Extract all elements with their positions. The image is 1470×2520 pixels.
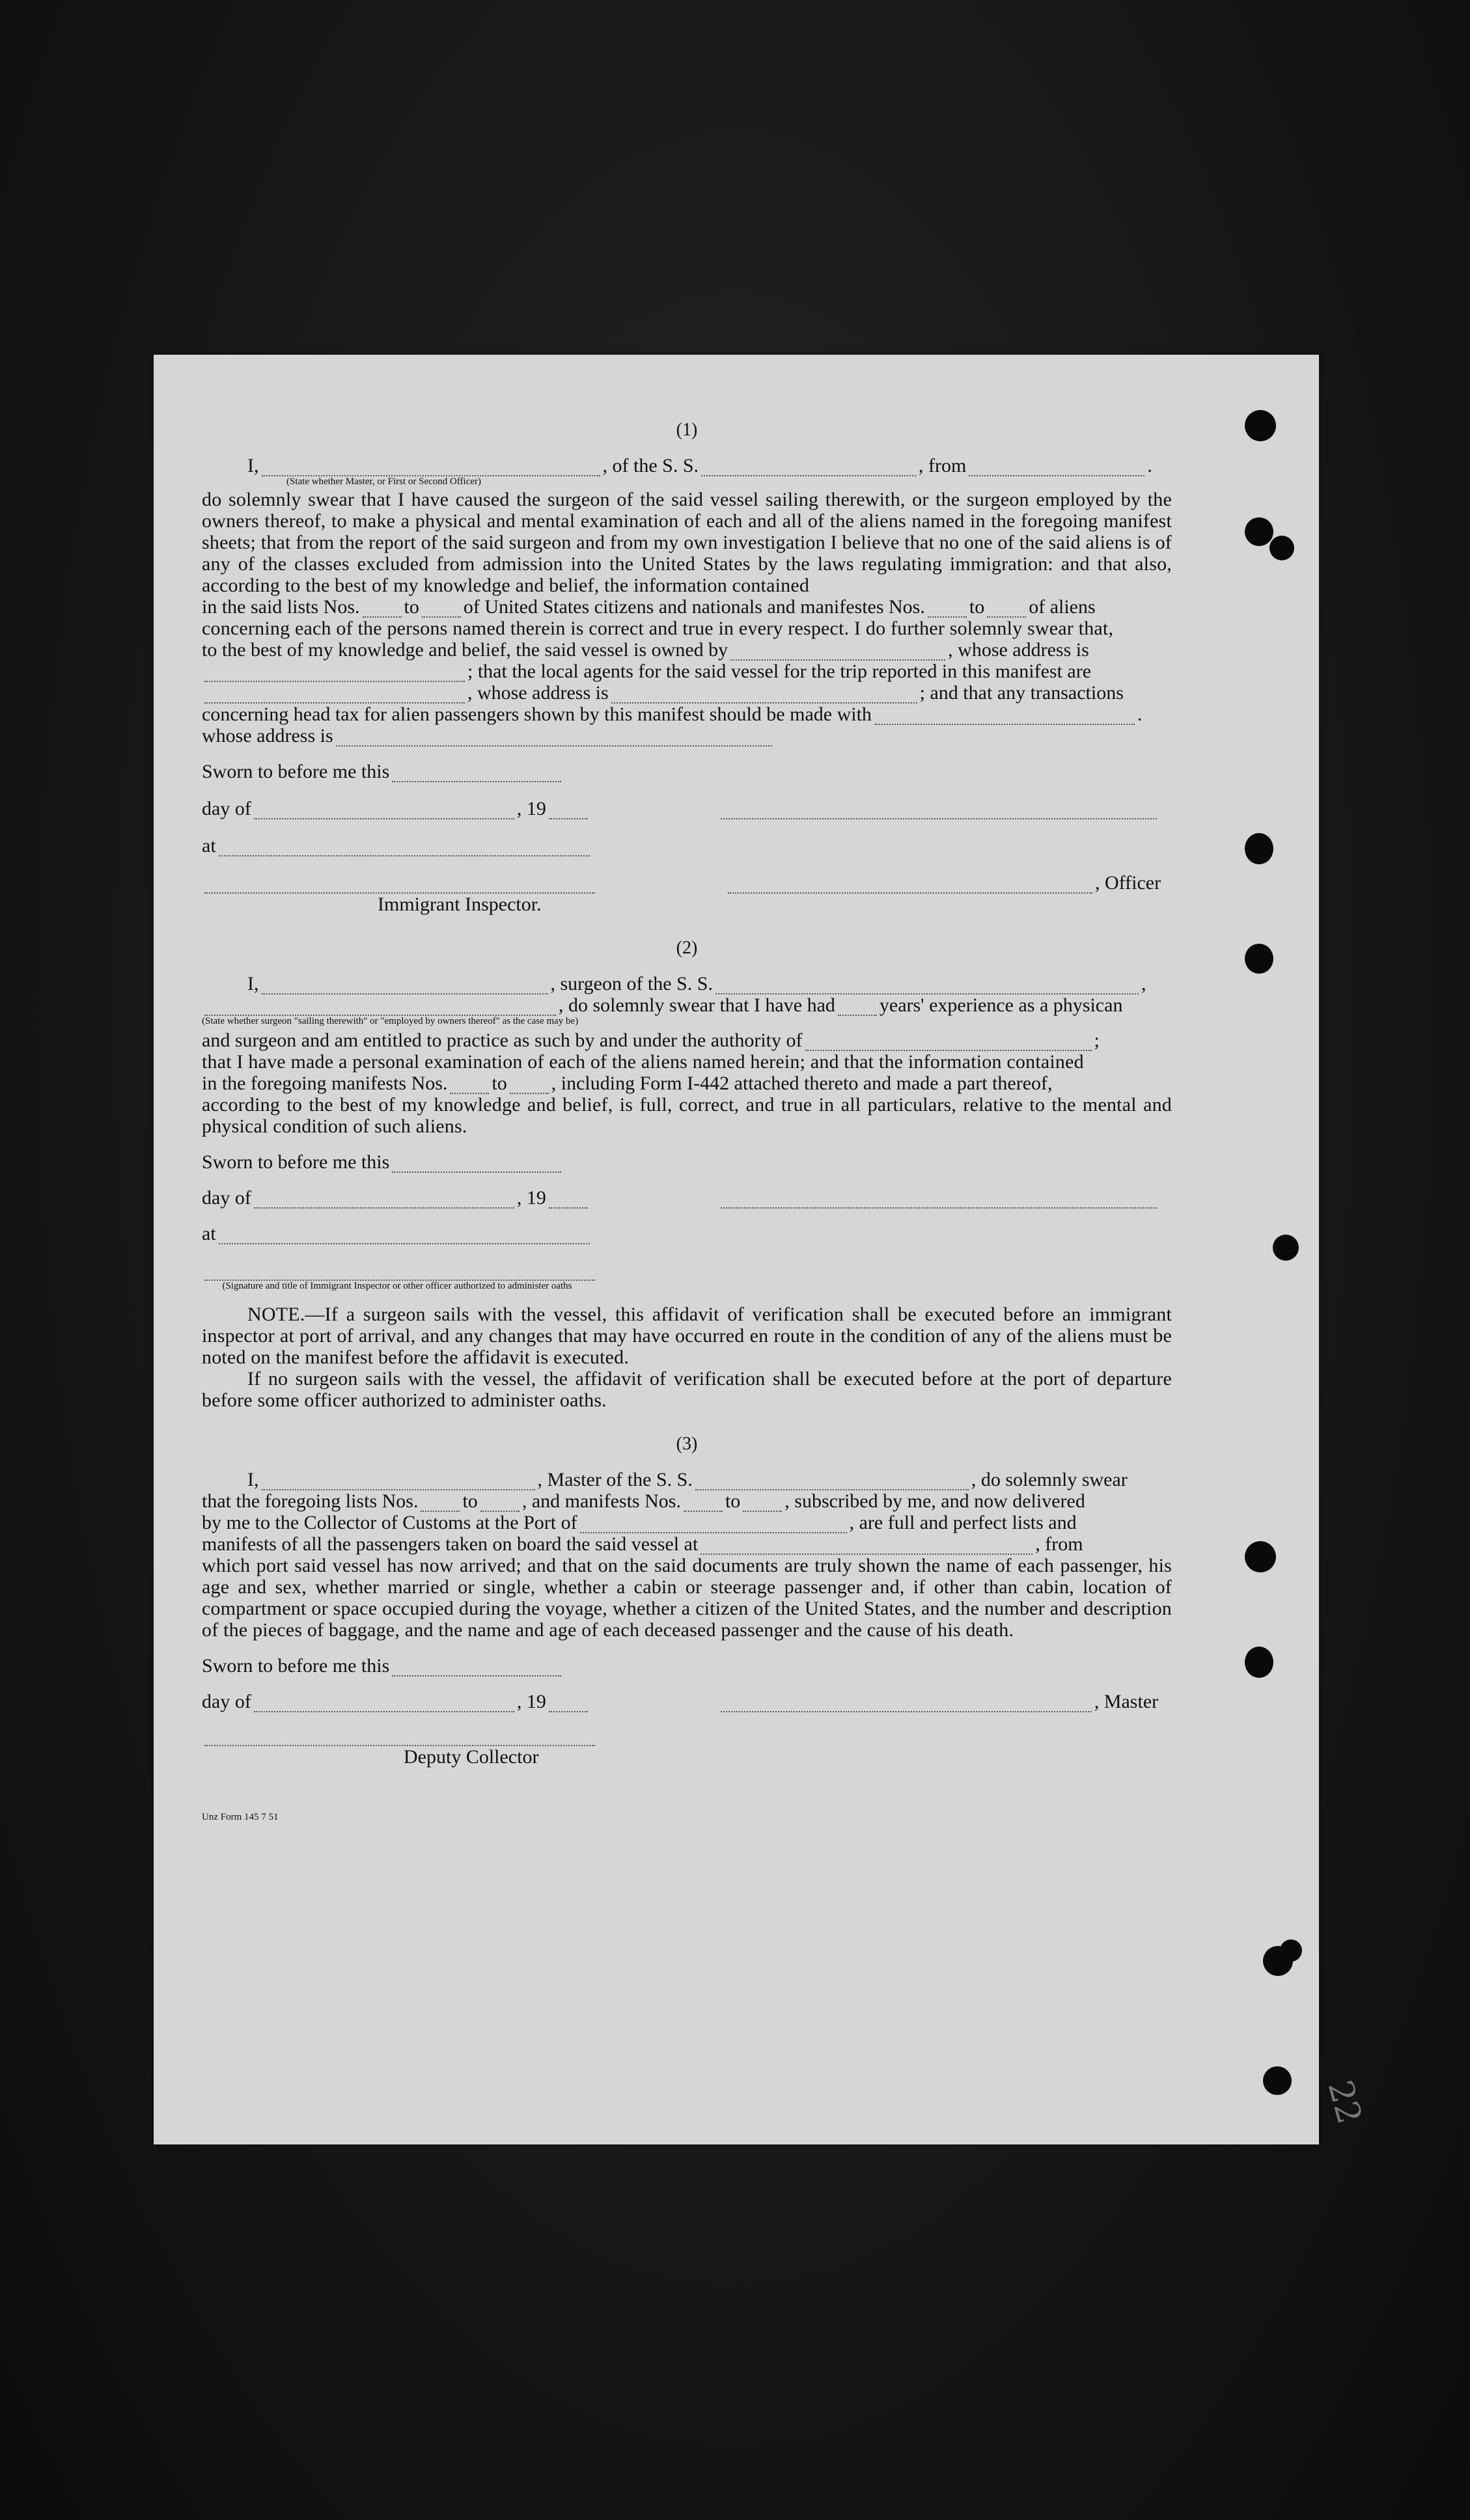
i-label: I,: [247, 1469, 259, 1490]
master-line: [202, 1469, 1172, 1490]
punch-hole: [1280, 1939, 1302, 1962]
day-label: day of: [202, 1187, 251, 1209]
at-blank[interactable]: [219, 840, 590, 856]
vessel-blank[interactable]: [701, 459, 916, 476]
including-label: , including Form I-442 attached thereto and made a part thereof,: [551, 1073, 1053, 1094]
sworn-line: [202, 1151, 1172, 1173]
manifest-from-blank[interactable]: [450, 1077, 489, 1094]
note-a: NOTE.—If a surgeon sails with the vessel, this affidavit of verification shall be executed before an immigrant inspector at port of arrival, and any changes that may have occurred en route in the condition of any of the aliens must be noted on the manifest before the affidavit is executed.: [202, 1304, 1172, 1368]
inspector-sign-blank[interactable]: [204, 1264, 595, 1281]
day-line: [202, 798, 1172, 819]
manifest-to-blank[interactable]: [987, 601, 1026, 618]
to-label: to: [492, 1073, 507, 1094]
at-label: at: [202, 1223, 216, 1244]
day-line: [202, 1691, 1172, 1712]
officer-blank[interactable]: [262, 459, 600, 476]
address-label: , whose address is: [948, 639, 1089, 661]
punch-hole: [1245, 1541, 1276, 1572]
authority-line: [202, 1030, 1172, 1051]
lists-label: in the said lists Nos.: [202, 596, 360, 618]
year-blank[interactable]: [549, 1695, 588, 1712]
section-number: (1): [676, 420, 698, 440]
port-blank[interactable]: [580, 1516, 847, 1533]
year-label: , 19: [516, 798, 546, 819]
head-tax-line: [202, 704, 1172, 725]
punch-hole: [1245, 833, 1273, 864]
collector-sign-blank[interactable]: [204, 1729, 595, 1746]
lists-line: [202, 596, 1172, 618]
agents-label: ; that the local agents for the said vessel for the trip reported in this manifest are: [467, 661, 1092, 682]
owned-by-label: to the best of my knowledge and belief, the said vessel is owned by: [202, 639, 728, 661]
to-label: to: [725, 1490, 741, 1512]
foregoing-label: in the foregoing manifests Nos.: [202, 1073, 448, 1094]
surgeon-type-blank[interactable]: [204, 999, 556, 1016]
head-tax-blank[interactable]: [874, 708, 1135, 725]
sig-caption: (Signature and title of Immigrant Inspector or other officer authorized to administer oaths: [222, 1281, 572, 1291]
comma: ,: [1141, 973, 1146, 994]
to-label: to: [969, 596, 985, 618]
from-label: , from: [1035, 1533, 1083, 1555]
state-caption: (State whether Master, or First or Second Officer): [286, 476, 482, 487]
deputy-caption: Deputy Collector: [404, 1746, 539, 1768]
oath-header-line: [202, 455, 1172, 476]
surgeon-body-a: that I have made a personal examination of each of the aliens named herein; and that the information contained: [202, 1051, 1084, 1073]
agents-address-line: [202, 682, 1172, 704]
collector-line: [202, 1729, 1172, 1746]
of-ss-label: , of the S. S.: [602, 455, 699, 476]
handwritten-mark: 22: [1320, 2076, 1369, 2128]
signature-blank[interactable]: [721, 1192, 1157, 1209]
officer-line: [202, 872, 1172, 894]
state-caption: (State whether surgeon "sailing therewith" or "employed by owners thereof" as the case may be): [202, 1016, 579, 1026]
period: .: [1137, 704, 1143, 725]
manifest-from-blank[interactable]: [928, 601, 967, 618]
master-sign-blank[interactable]: [721, 1695, 1092, 1712]
head-tax-address-blank[interactable]: [336, 730, 772, 746]
port-line: [202, 1512, 1172, 1533]
punch-hole: [1245, 944, 1273, 974]
authority-label: and surgeon and am entitled to practice as such by and under the authority of: [202, 1030, 803, 1051]
solemnly-label: , do solemnly swear that I have had: [559, 994, 835, 1016]
punch-hole: [1245, 1647, 1273, 1678]
address-blank[interactable]: [204, 665, 465, 682]
sworn-label: Sworn to before me this: [202, 1655, 390, 1677]
list-from-blank[interactable]: [421, 1495, 460, 1512]
foregoing-label: that the foregoing lists Nos.: [202, 1490, 419, 1512]
i-label: I,: [247, 973, 259, 994]
day-line: [202, 1187, 1172, 1209]
master-body: which port said vessel has now arrived; and that on the said documents are truly shown the name of each passenger, his age and sex, whether married or single, whether a cabin or steerage passenger and, if other than cabin, location of compartment or space occupied during the voyage, whether a citizen of the United States, and the number and description of the pieces of baggage, and the name and age of each deceased passenger and the cause of his death.: [202, 1555, 1172, 1641]
manifests-of-label: manifests of all the passengers taken on board the said vessel at: [202, 1533, 699, 1555]
sworn-line: [202, 761, 1172, 782]
by-me-label: by me to the Collector of Customs at the Port of: [202, 1512, 577, 1533]
officer-sign-blank[interactable]: [728, 877, 1092, 894]
agents-blank[interactable]: [204, 687, 465, 704]
signature-blank[interactable]: [721, 802, 1157, 819]
manifests-line: [202, 1073, 1172, 1094]
year-label: , 19: [516, 1691, 546, 1712]
oath-body-b: concerning each of the persons named therein is correct and true in every respect. I do further solemnly swear that,: [202, 618, 1114, 639]
transactions-label: ; and that any transactions: [919, 682, 1124, 704]
aliens-label: of aliens: [1029, 596, 1096, 618]
authority-blank[interactable]: [805, 1034, 1092, 1051]
from-label: , from: [919, 455, 967, 476]
officer-label: , Officer: [1095, 872, 1161, 894]
full-lists-label: , are full and perfect lists and: [849, 1512, 1077, 1533]
address-label: whose address is: [202, 725, 333, 746]
surgeon-vessel-blank[interactable]: [715, 978, 1139, 994]
at-label: at: [202, 835, 216, 856]
period: .: [1147, 455, 1152, 476]
to-label: to: [462, 1490, 478, 1512]
head-tax-label: concerning head tax for alien passengers shown by this manifest should be made with: [202, 704, 872, 725]
sworn-line: [202, 1655, 1172, 1677]
port-of-departure-blank[interactable]: [700, 1538, 1033, 1555]
list-from-blank[interactable]: [363, 601, 402, 618]
inspector-caption: Immigrant Inspector.: [378, 894, 542, 915]
agents-line: [202, 661, 1172, 682]
list-to-blank[interactable]: [480, 1495, 520, 1512]
surgeon-line: [202, 973, 1172, 994]
years-blank[interactable]: [838, 999, 877, 1016]
list-to-blank[interactable]: [422, 601, 461, 618]
to-label: to: [404, 596, 419, 618]
note-b: If no surgeon sails with the vessel, the affidavit of verification shall be executed before at the port of departure before some officer authorized to administer oaths.: [202, 1368, 1172, 1411]
sworn-blank[interactable]: [392, 1156, 561, 1173]
inspector-line: [202, 1264, 1172, 1281]
agents-address-blank[interactable]: [611, 687, 917, 704]
sworn-blank[interactable]: [392, 765, 561, 782]
experience-line: [202, 994, 1172, 1016]
punch-hole: [1245, 410, 1276, 441]
us-label: of United States citizens and nationals and manifestes Nos.: [463, 596, 925, 618]
sworn-label: Sworn to before me this: [202, 761, 390, 782]
day-label: day of: [202, 1691, 251, 1712]
master-vessel-blank[interactable]: [695, 1473, 969, 1490]
form-content: [202, 417, 1172, 1828]
manifests-label: , and manifests Nos.: [521, 1490, 681, 1512]
section-number: (2): [676, 938, 698, 958]
semicolon: ;: [1094, 1030, 1100, 1051]
section-number: (3): [676, 1434, 698, 1454]
day-blank[interactable]: [254, 1192, 514, 1209]
punch-hole: [1269, 536, 1294, 560]
sworn-blank[interactable]: [392, 1660, 561, 1677]
subscribed-label: , subscribed by me, and now delivered: [784, 1490, 1085, 1512]
punch-hole: [1263, 2066, 1292, 2095]
inspector-blank[interactable]: [204, 877, 595, 894]
years-label: years' experience as a physican: [879, 994, 1123, 1016]
surgeon-name-blank[interactable]: [262, 978, 548, 994]
year-label: , 19: [516, 1187, 546, 1209]
at-line: [202, 1223, 1172, 1244]
surgeon-body-b: according to the best of my knowledge and belief, is full, correct, and true in all particulars, relative to the mental and physical condition of such aliens.: [202, 1094, 1172, 1137]
at-line: [202, 835, 1172, 856]
swear-label: , do solemnly swear: [971, 1469, 1128, 1490]
oath-body-a: do solemnly swear that I have caused the surgeon of the said vessel sailing therewith, or the surgeon employed by the owners thereof, to make a physical and mental examination of each and all of the aliens named in the foregoing manifest sheets; that from the report of the said surgeon and from my own investigation I believe that no one of the said aliens is of any of the classes excluded from admission into the United States by the laws regulating immigration: and that also, according to the best of my knowledge and belief, the information contained: [202, 489, 1172, 596]
address-label: , whose address is: [467, 682, 609, 704]
year-blank[interactable]: [549, 1192, 588, 1209]
head-tax-address-line: [202, 725, 1172, 746]
surgeon-of-label: , surgeon of the S. S.: [550, 973, 713, 994]
form-id: Unz Form 145 7 51: [202, 1812, 279, 1822]
manifest-to-blank[interactable]: [510, 1077, 549, 1094]
manifest-from-blank[interactable]: [684, 1495, 723, 1512]
master-label: , Master: [1094, 1691, 1159, 1712]
punch-hole: [1273, 1235, 1299, 1261]
from-blank[interactable]: [969, 459, 1144, 476]
year-blank[interactable]: [549, 802, 588, 819]
taken-on-line: [202, 1533, 1172, 1555]
owner-line: [202, 639, 1172, 661]
day-label: day of: [202, 798, 251, 819]
master-name-blank[interactable]: [262, 1473, 535, 1490]
sworn-label: Sworn to before me this: [202, 1151, 390, 1173]
master-of-label: , Master of the S. S.: [537, 1469, 693, 1490]
owner-blank[interactable]: [730, 644, 945, 661]
i-label: I,: [247, 455, 259, 476]
manifest-to-blank[interactable]: [743, 1495, 782, 1512]
at-blank[interactable]: [219, 1227, 590, 1244]
punch-hole: [1245, 517, 1273, 546]
lists-line: [202, 1490, 1172, 1512]
day-blank[interactable]: [254, 1695, 514, 1712]
day-blank[interactable]: [254, 802, 514, 819]
